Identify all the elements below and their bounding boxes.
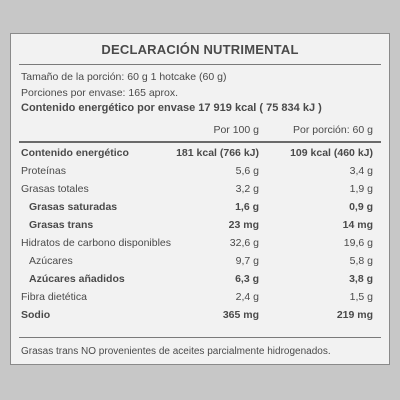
table-row-fiber — [11, 291, 389, 306]
row-value-per-serving: 5,8 g — [349, 255, 373, 267]
row-value-per-100g: 32,6 g — [229, 237, 259, 249]
row-value-per-serving: 1,9 g — [349, 183, 373, 195]
table-row-sodium — [11, 309, 389, 324]
row-value-per-serving: 14 mg — [342, 219, 373, 231]
divider-header — [19, 141, 381, 143]
row-label: Azúcares — [29, 255, 73, 267]
table-row-added-sugars — [11, 273, 389, 288]
row-label: Grasas saturadas — [29, 201, 118, 213]
row-value-per-100g: 181 kcal (766 kJ) — [176, 147, 259, 159]
row-value-per-serving: 219 mg — [336, 309, 373, 321]
row-label: Azúcares añadidos — [29, 273, 125, 285]
table-row-total-fat — [11, 183, 389, 198]
row-value-per-serving: 109 kcal (460 kJ) — [290, 147, 373, 159]
column-header-per-100g: Por 100 g — [213, 124, 259, 136]
row-value-per-100g: 2,4 g — [235, 291, 259, 303]
table-row-proteins — [11, 165, 389, 180]
row-label: Grasas totales — [21, 183, 89, 195]
table-row-sugars — [11, 255, 389, 270]
row-value-per-100g: 6,3 g — [235, 273, 259, 285]
row-label: Proteínas — [21, 165, 66, 177]
row-value-per-100g: 3,2 g — [235, 183, 259, 195]
row-label: Grasas trans — [29, 219, 94, 231]
column-header-per-serving: Por porción: 60 g — [293, 124, 373, 136]
row-value-per-100g: 365 mg — [222, 309, 259, 321]
row-value-per-serving: 3,8 g — [349, 273, 373, 285]
table-row-energy — [11, 147, 389, 162]
servings-per-container: Porciones por envase: 165 aprox. — [21, 87, 179, 99]
row-label: Hidratos de carbono disponibles — [21, 237, 172, 249]
row-value-per-100g: 1,6 g — [235, 201, 259, 213]
row-label: Contenido energético — [21, 147, 129, 159]
nutrition-label — [10, 33, 390, 365]
row-label: Sodio — [21, 309, 51, 321]
row-value-per-serving: 1,5 g — [349, 291, 373, 303]
row-value-per-100g: 9,7 g — [235, 255, 259, 267]
serving-size: Tamaño de la porción: 60 g 1 hotcake (60 g) — [21, 71, 227, 83]
footnote: Grasas trans NO provenientes de aceites parcialmente hidrogenados. — [21, 346, 331, 357]
energy-per-container: Contenido energético por envase 17 919 kcal ( 75 834 kJ ) — [21, 102, 322, 114]
row-value-per-serving: 19,6 g — [343, 237, 373, 249]
row-value-per-100g: 23 mg — [228, 219, 259, 231]
table-row-saturated-fat — [11, 201, 389, 216]
label-title: DECLARACIÓN NUTRIMENTAL — [101, 42, 299, 57]
divider-title — [19, 64, 381, 65]
divider-footnote — [19, 337, 381, 338]
row-value-per-serving: 3,4 g — [349, 165, 373, 177]
row-label: Fibra dietética — [21, 291, 87, 303]
table-row-trans-fat — [11, 219, 389, 234]
row-value-per-100g: 5,6 g — [235, 165, 259, 177]
table-row-carbohydrates — [11, 237, 389, 252]
row-value-per-serving: 0,9 g — [349, 201, 373, 213]
